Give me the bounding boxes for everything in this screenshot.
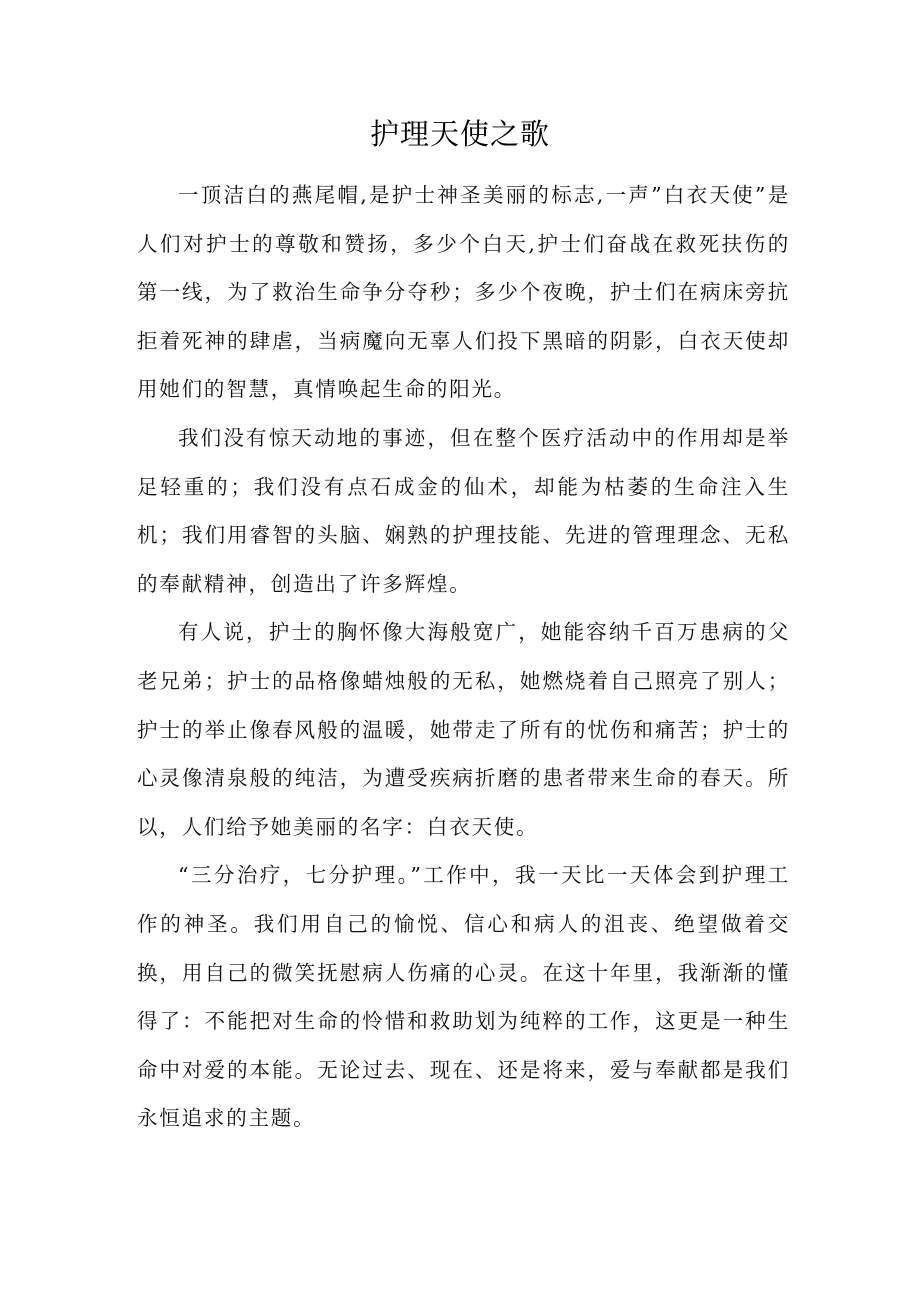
- paragraph: 有人说，护士的胸怀像大海般宽广，她能容纳千百万患病的父老兄弟；护士的品格像蜡烛般的无私，她燃烧着自己照亮了别人；护士的举止像春风般的温暖，她带走了所有的忧伤和痛苦；护士的心灵像清泉般的纯洁，为遭受疾病折磨的患者带来生命的春天。所以，人们给予她美丽的名字：白衣天使。: [137, 620, 790, 839]
- document-body: [137, 171, 790, 1143]
- paragraph: 我们没有惊天动地的事迹，但在整个医疗活动中的作用却是举足轻重的；我们没有点石成金的仙术，却能为枯萎的生命注入生机；我们用睿智的头脑、娴熟的护理技能、先进的管理理念、无私的奉献精神，创造出了许多辉煌。: [137, 425, 790, 596]
- document-title: 护理天使之歌: [369, 117, 550, 151]
- paragraph: 一顶洁白的燕尾帽,是护士神圣美丽的标志,一声”白衣天使”是人们对护士的尊敬和赞扬，多少个白天,护士们奋战在救死扶伤的第一线，为了救治生命争分夺秒；多少个夜晚，护士们在病床旁抗拒着死神的肆虐，当病魔向无辜人们投下黑暗的阴影，白衣天使却用她们的智慧，真情唤起生命的阳光。: [137, 183, 790, 402]
- paragraph: “三分治疗，七分护理。”工作中，我一天比一天体会到护理工作的神圣。我们用自己的愉悦、信心和病人的沮丧、绝望做着交换，用自己的微笑抚慰病人伤痛的心灵。在这十年里，我渐渐的懂得了：不能把对生命的怜惜和救助划为纯粹的工作，这更是一种生命中对爱的本能。无论过去、现在、还是将来，爱与奉献都是我们永恒追求的主题。: [137, 863, 790, 1131]
